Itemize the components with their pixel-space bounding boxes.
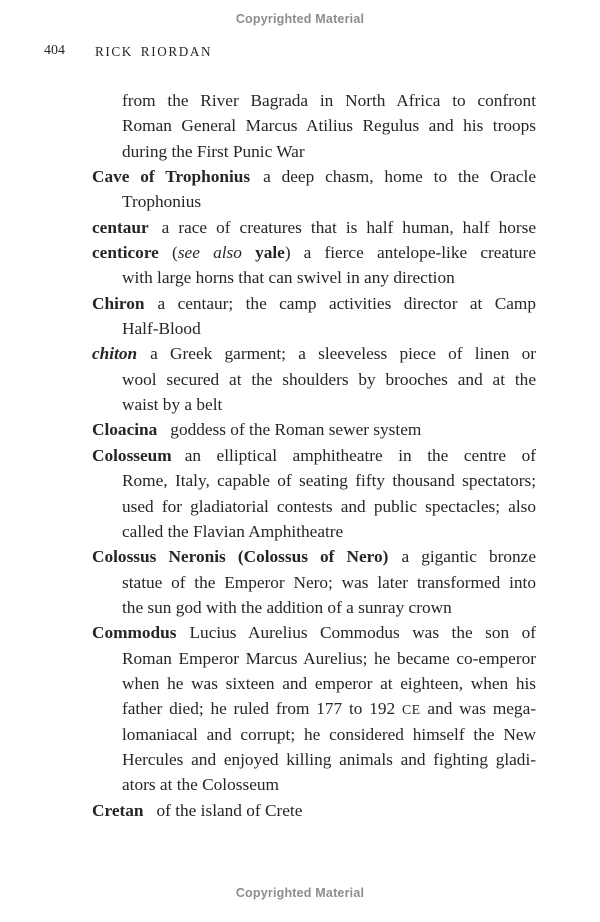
term-gap (177, 637, 190, 638)
glossary-text: used for gladiatorial contests and public spectacles; also (122, 496, 536, 516)
glossary-text: statue of the Emperor Nero; was later transformed into (122, 572, 536, 592)
glossary-line (92, 189, 536, 214)
glossary-text: the sun god with the addition of a sunray crown (122, 597, 452, 617)
glossary-text: CE (401, 702, 421, 718)
glossary-line (92, 88, 536, 113)
glossary-term: Cretan (92, 800, 144, 820)
glossary-text: a race of creatures that is half human, half horse (161, 217, 536, 237)
glossary-term: yale (255, 243, 285, 263)
glossary-line (92, 139, 536, 164)
glossary-text: Roman Emperor Marcus Aurelius; he became co-emperor (122, 648, 536, 668)
glossary-line (92, 772, 536, 797)
glossary-text: a Greek garment; a sleeveless piece of linen or (150, 344, 536, 364)
glossary-line (92, 595, 536, 620)
glossary-line (92, 113, 536, 138)
glossary-text: waist by a belt (122, 395, 223, 415)
term-gap (172, 460, 185, 461)
glossary-line (92, 341, 536, 366)
glossary-text: wool secured at the shoulders by brooches and at the (122, 369, 536, 389)
glossary-text: see also (177, 243, 242, 263)
page-number: 404 (44, 43, 65, 58)
glossary-line (92, 671, 536, 696)
glossary-text: father died; he ruled from 177 to 192 (122, 699, 402, 719)
glossary-line (92, 164, 536, 189)
glossary-line (92, 494, 536, 519)
glossary-text: from the River Bagrada in North Africa to confront (122, 91, 536, 110)
glossary-text: a deep chasm, home to the Oracle (263, 167, 536, 187)
glossary-line (92, 722, 536, 747)
term-gap (388, 561, 401, 562)
glossary-text: goddess of the Roman sewer system (170, 420, 422, 440)
glossary-line (92, 544, 536, 569)
glossary-line (92, 392, 536, 417)
glossary-text: Trophonius (122, 192, 202, 212)
glossary-text: called the Flavian Amphitheatre (122, 521, 344, 541)
term-gap (137, 358, 150, 359)
glossary-text: with large horns that can swivel in any direction (122, 268, 455, 288)
term-gap (144, 815, 157, 816)
glossary-term: Cave of Trophonius (92, 167, 251, 187)
glossary-line (92, 646, 536, 671)
glossary-term: Colossus Neronis (Colossus of Nero) (92, 547, 389, 567)
term-gap (291, 257, 304, 258)
glossary-line (92, 620, 536, 645)
term-gap (250, 181, 263, 182)
glossary-line (92, 519, 536, 544)
glossary-line (92, 747, 536, 772)
glossary-line (92, 696, 536, 721)
glossary-text: an elliptical amphitheatre in the centre of (184, 445, 536, 465)
glossary-text: a fierce antelope-like creature (303, 243, 536, 263)
glossary-text: Roman General Marcus Atilius Regulus and his troops (122, 116, 536, 136)
glossary-line (92, 265, 536, 290)
glossary-text: Half-Blood (122, 319, 201, 339)
glossary-line (92, 798, 536, 823)
glossary-line (92, 316, 536, 341)
glossary-line (92, 443, 536, 468)
glossary-term: Chiron (92, 293, 145, 313)
glossary-line (92, 570, 536, 595)
glossary-term: chiton (92, 344, 138, 364)
glossary-text: Lucius Aurelius Commodus was the son of (189, 623, 536, 643)
glossary-term: Commodus (92, 623, 177, 643)
glossary-line (92, 417, 536, 442)
glossary-text: during the First Punic War (122, 141, 305, 161)
glossary-term: Cloacina (92, 420, 158, 440)
running-head: RICK RIORDAN (95, 44, 213, 59)
glossary-text: ators at the Colosseum (122, 775, 279, 795)
glossary-line (92, 240, 536, 265)
copyright-banner-bottom: Copyrighted Material (235, 886, 365, 900)
glossary-text: ( (158, 243, 178, 263)
glossary (92, 88, 536, 823)
glossary-text: Rome, Italy, capable of seating fifty thousand spectators; (122, 471, 536, 491)
glossary-term: centaur (92, 217, 149, 237)
glossary-term: Colosseum (92, 445, 172, 465)
page-header (0, 43, 600, 61)
glossary-text: when he was sixteen and emperor at eighteen, when his (122, 673, 536, 693)
glossary-text: Hercules and enjoyed killing animals and fighting gladi- (122, 749, 536, 769)
glossary-text: lomaniacal and corrupt; he considered himself the New (122, 724, 536, 744)
glossary-line (92, 367, 536, 392)
term-gap (149, 232, 162, 233)
glossary-line (92, 291, 536, 316)
copyright-banner-top: Copyrighted Material (235, 12, 365, 26)
glossary-term: centicore (92, 243, 159, 263)
glossary-text: and was mega- (420, 699, 536, 719)
glossary-line (92, 215, 536, 240)
glossary-line (92, 468, 536, 493)
glossary-text: a gigantic bronze (401, 547, 536, 567)
glossary-text: ) (284, 243, 291, 263)
term-gap (145, 308, 158, 309)
term-gap (157, 434, 170, 435)
glossary-text: a centaur; the camp activities director at Camp (157, 293, 536, 313)
glossary-text (242, 243, 255, 262)
glossary-text: of the island of Crete (156, 800, 303, 820)
